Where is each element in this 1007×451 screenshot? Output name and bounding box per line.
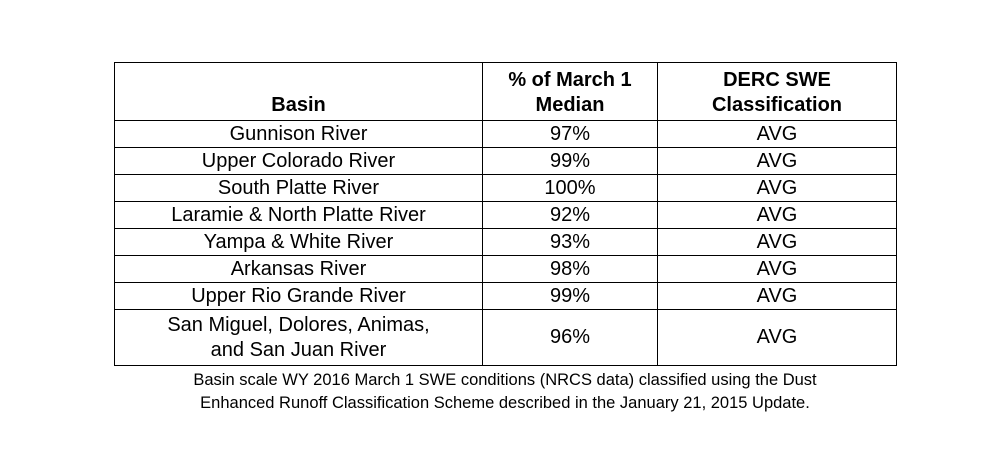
percent-cell: 93% <box>483 229 658 256</box>
header-pct-line2: Median <box>535 94 605 116</box>
header-percent-median <box>483 63 658 121</box>
classification-cell: AVG <box>658 283 897 310</box>
percent-cell: 100% <box>483 175 658 202</box>
classification-cell: AVG <box>658 310 897 366</box>
classification-cell: AVG <box>658 229 897 256</box>
basin-cell-line2: and San Juan River <box>210 338 387 361</box>
classification-cell: AVG <box>658 175 897 202</box>
table-row <box>115 121 897 148</box>
header-basin <box>115 63 483 121</box>
percent-cell: 99% <box>483 148 658 175</box>
caption-line2: Enhanced Runoff Classification Scheme described in the January 21, 2015 Update. <box>200 394 810 412</box>
percent-cell: 96% <box>483 310 658 366</box>
classification-cell: AVG <box>658 256 897 283</box>
percent-cell: 97% <box>483 121 658 148</box>
classification-cell: AVG <box>658 121 897 148</box>
percent-cell: 92% <box>483 202 658 229</box>
basin-cell: Upper Colorado River <box>115 148 483 175</box>
basin-cell: Laramie & North Platte River <box>115 202 483 229</box>
basin-cell: Gunnison River <box>115 121 483 148</box>
basin-cell-line1: San Miguel, Dolores, Animas, <box>167 313 430 336</box>
classification-cell: AVG <box>658 202 897 229</box>
header-class-line2: Classification <box>711 94 843 116</box>
basin-cell: Yampa & White River <box>115 229 483 256</box>
percent-cell: 99% <box>483 283 658 310</box>
table-caption <box>100 369 910 415</box>
table-row <box>115 256 897 283</box>
header-class-line1: DERC SWE <box>723 69 831 91</box>
basin-cell <box>115 310 483 366</box>
header-derc-classification <box>658 63 897 121</box>
table-row <box>115 229 897 256</box>
classification-cell: AVG <box>658 148 897 175</box>
basin-cell: South Platte River <box>115 175 483 202</box>
table-row <box>115 283 897 310</box>
table-header-row <box>115 63 897 121</box>
percent-cell: 98% <box>483 256 658 283</box>
table-row <box>115 148 897 175</box>
basin-cell: Upper Rio Grande River <box>115 283 483 310</box>
header-basin-label: Basin <box>271 94 326 116</box>
header-pct-line1: % of March 1 <box>508 69 632 91</box>
table-row <box>115 175 897 202</box>
table-row <box>115 310 897 366</box>
basin-cell: Arkansas River <box>115 256 483 283</box>
table-row <box>115 202 897 229</box>
swe-classification-table <box>114 62 897 366</box>
caption-line1: Basin scale WY 2016 March 1 SWE conditions (NRCS data) classified using the Dust <box>193 371 817 389</box>
